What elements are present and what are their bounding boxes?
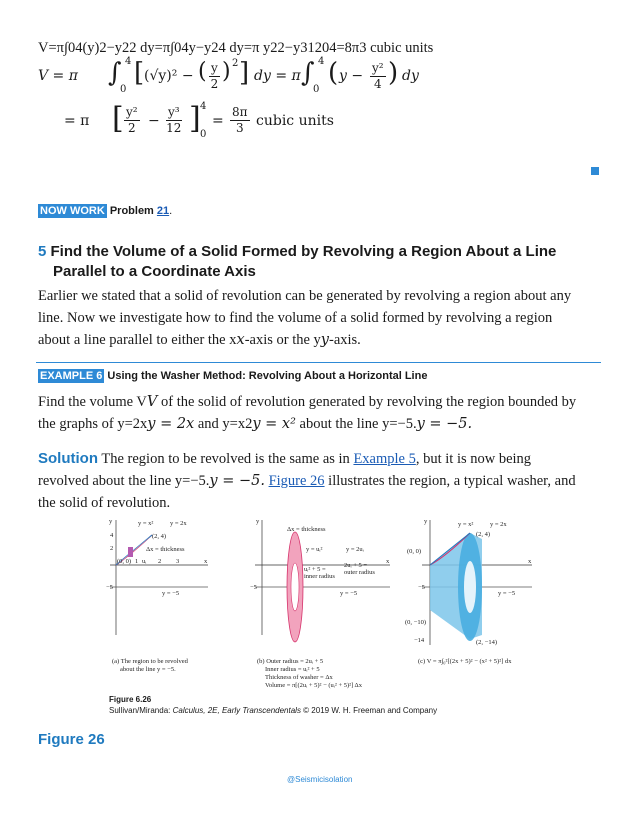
caption-b-4: Volume = π[(2uᵢ + 5)² − (uᵢ² + 5)²] Δx	[265, 682, 362, 689]
paragraph-line	[38, 329, 608, 351]
math-r2-frac2	[166, 105, 182, 136]
section-title-1: Find the Volume of a Solid Formed by Revolving a Region About a Line	[50, 243, 557, 260]
label-y-ui2: y = uᵢ²	[306, 546, 323, 553]
label-curve1: y = x²	[138, 520, 154, 527]
solution-text: revolved about the line y=−5.	[38, 473, 210, 489]
tick-3: 3	[176, 558, 180, 565]
section-heading-line1	[38, 242, 556, 262]
math-r2-ev-sub: 0	[200, 129, 207, 140]
math-y: y	[320, 332, 329, 348]
label-line: y = −5	[498, 590, 516, 597]
statement-text: and y=x2	[194, 416, 253, 432]
credit-book: Calculus, 2E, Early Transcendentals	[172, 706, 301, 715]
solution-text: illustrates the region, a typical washer, and	[324, 473, 576, 489]
big-bracket-left: [	[134, 58, 145, 88]
panel-c	[405, 518, 532, 665]
label-curve2: y = 2x	[490, 521, 507, 528]
example-divider	[36, 362, 601, 363]
figure-26	[100, 515, 540, 725]
solution-paragraph	[38, 448, 608, 514]
math-r2-eq2: =	[212, 113, 224, 129]
caption-a-2: about the line y = −5.	[120, 666, 176, 673]
label-outer-1: 2uᵢ + 5 =	[344, 562, 368, 569]
tick-1: 1	[135, 558, 139, 565]
tick-ym5: −5	[418, 584, 425, 591]
math-r2-eq: = π	[64, 113, 90, 129]
now-work-line	[38, 205, 172, 217]
label-line: y = −5	[340, 590, 358, 597]
label-y-2ui: y = 2uᵢ	[346, 546, 364, 553]
paragraph-text: about a line parallel to either the x	[38, 332, 237, 348]
math-r1-paren-close: )	[222, 59, 231, 84]
integral-sign: ∫	[108, 58, 122, 88]
integral-sign: ∫	[301, 58, 315, 88]
example-badge: EXAMPLE 6	[40, 370, 103, 382]
math-r2-minus: −	[148, 113, 160, 129]
now-work-dot: .	[169, 205, 173, 217]
tick-ym5: −5	[106, 584, 113, 591]
frac-denominator: 2	[210, 77, 219, 91]
figure-caption[interactable]: Figure 26	[38, 731, 105, 748]
math-y-minus5: y = −5.	[416, 416, 473, 432]
intro-paragraph	[38, 285, 608, 351]
frac-numerator: y²	[126, 105, 138, 119]
math-r2-ev-sup: 4	[200, 101, 207, 112]
figure-26-link[interactable]: Figure 26	[268, 473, 325, 489]
paragraph-text: -axis or the y	[244, 332, 321, 348]
washer-inner	[291, 563, 299, 611]
frac-denominator: 2	[127, 121, 136, 135]
frac-numerator: y	[211, 61, 218, 75]
math-r1-sq: 2	[232, 58, 239, 69]
math-y-minus5: y = −5.	[209, 473, 265, 489]
solution-text: The region to be revolved is the same as in	[98, 451, 354, 467]
caption-b-1: (b) Outer radius = 2uᵢ + 5	[257, 658, 324, 665]
now-work-badge: NOW WORK	[40, 205, 105, 217]
label-curve2: y = 2x	[170, 520, 187, 527]
paragraph-line: Earlier we stated that a solid of revolution can be generated by revolving a region about any	[38, 288, 572, 304]
label-x: x	[204, 558, 208, 565]
math-r1-frac2	[370, 61, 386, 92]
label-line: y = −5	[162, 590, 180, 597]
math-r1-frac1	[209, 61, 220, 92]
big-paren-right: )	[388, 58, 399, 88]
statement-text: the graphs of y=2x	[38, 416, 148, 432]
label-x: x	[528, 558, 532, 565]
label-thickness: Δx = thickness	[146, 546, 185, 553]
credit-rest: © 2019 W. H. Freeman and Company	[300, 706, 438, 715]
paragraph-text: -axis.	[329, 332, 361, 348]
math-r1-int2-sup: 4	[318, 56, 325, 67]
statement-text: of the solid of revolution generated by revolving the region bounded by	[157, 394, 577, 410]
panel-a	[106, 518, 208, 673]
math-y-x2: y = x²	[252, 416, 296, 432]
label-y: y	[424, 518, 428, 525]
panel-b	[250, 518, 390, 689]
figure-label: Figure 6.26	[109, 695, 152, 704]
tick-y2: 2	[110, 545, 114, 552]
math-r1-int1-sub: 0	[120, 84, 127, 95]
frac-denominator: 4	[373, 77, 382, 91]
watermark: @Seismicisolation	[287, 775, 353, 784]
solution-label: Solution	[38, 450, 98, 467]
math-r1-mid: dy = π	[254, 68, 301, 84]
math-y-2x: y = 2x	[147, 416, 195, 432]
frac-numerator: 8π	[232, 105, 248, 119]
math-r1-paren: (	[198, 59, 207, 84]
math-r1-par-body: y −	[339, 68, 364, 84]
label-outer-2: outer radius	[344, 569, 375, 576]
label-origin: (0, 0)	[117, 558, 132, 565]
example-5-link[interactable]: Example 5	[353, 451, 416, 467]
paragraph-line: line. Now we investigate how to find the volume of a solid formed by revolving a region	[38, 310, 553, 326]
solid-hole	[464, 561, 476, 613]
end-of-example-marker	[591, 167, 599, 175]
washer-strip	[128, 547, 133, 557]
label-point-0-10: (0, −10)	[405, 619, 426, 626]
example-heading	[38, 370, 427, 382]
frac-denominator: 12	[166, 121, 182, 135]
section-title-2: Parallel to a Coordinate Axis	[53, 263, 256, 280]
label-inner-1: uᵢ² + 5 =	[304, 566, 326, 573]
credit-authors: Sullivan/Miranda:	[109, 706, 173, 715]
big-bracket-left: [	[112, 101, 124, 136]
problem-21-link[interactable]: 21	[156, 205, 170, 217]
math-v: V	[146, 394, 158, 410]
solution-line	[38, 470, 608, 492]
caption-b-3: Thickness of washer = Δx	[265, 674, 333, 681]
math-r1-end: dy	[402, 68, 419, 84]
caption-c: (c) V = π∫₀²[(2x + 5)² − (x² + 5)²] dx	[418, 658, 512, 665]
statement-text: Find the volume V	[38, 394, 147, 410]
figure-credit	[109, 706, 437, 715]
statement-line	[38, 413, 608, 435]
math-x: x	[236, 332, 245, 348]
label-thickness: Δx = thickness	[287, 526, 326, 533]
frac-denominator: 3	[235, 121, 244, 135]
section-heading	[38, 242, 556, 282]
tick-m14: −14	[414, 637, 425, 644]
label-y: y	[256, 518, 260, 525]
label-point-2-14: (2, −14)	[476, 639, 497, 646]
label-point: (2, 4)	[152, 533, 167, 540]
tick-ui: uᵢ	[142, 558, 147, 565]
equation-plain-text: V=π∫04(y)2−y22 dy=π∫04y−y24 dy=π y22−y31204=8π3 cubic units	[38, 40, 434, 56]
big-bracket-right: ]	[239, 58, 250, 88]
math-r1-int1-sup: 4	[125, 56, 132, 67]
big-bracket-right: ]	[189, 101, 201, 136]
label-curve1: y = x²	[458, 521, 474, 528]
statement-line	[38, 391, 608, 413]
label-y: y	[109, 518, 113, 525]
math-r2-frac3	[230, 105, 250, 136]
example-statement	[38, 391, 608, 435]
figure-illustration	[100, 515, 540, 725]
label-origin: (0, 0)	[407, 548, 422, 555]
tick-y4: 4	[110, 532, 114, 539]
now-work-label: Problem	[109, 205, 154, 217]
math-r1-int2-sub: 0	[313, 84, 320, 95]
solution-line	[38, 448, 608, 470]
solution-text: , but it is now being	[415, 451, 532, 467]
section-number: 5	[38, 243, 47, 260]
label-point: (2, 4)	[476, 531, 491, 538]
math-r1-left: V = π	[38, 68, 78, 84]
solution-line: the solid of revolution.	[38, 495, 171, 511]
math-r2-units: cubic units	[256, 113, 334, 129]
example-title: Using the Washer Method: Revolving About a Horizontal Line	[107, 370, 428, 382]
math-r1-br-body: (√y)² −	[144, 68, 194, 84]
label-x: x	[386, 558, 390, 565]
tick-ym5: −5	[250, 584, 257, 591]
big-paren-left: (	[328, 58, 339, 88]
frac-numerator: y³	[168, 105, 180, 119]
math-r2-frac1	[124, 105, 140, 136]
frac-numerator: y²	[372, 61, 384, 75]
label-inner-2: inner radius	[304, 573, 335, 580]
statement-text: about the line y=−5.	[295, 416, 417, 432]
caption-b-2: Inner radius = uᵢ² + 5	[265, 666, 320, 673]
tick-2: 2	[158, 558, 162, 565]
caption-a-1: (a) The region to be revolved	[112, 658, 188, 665]
